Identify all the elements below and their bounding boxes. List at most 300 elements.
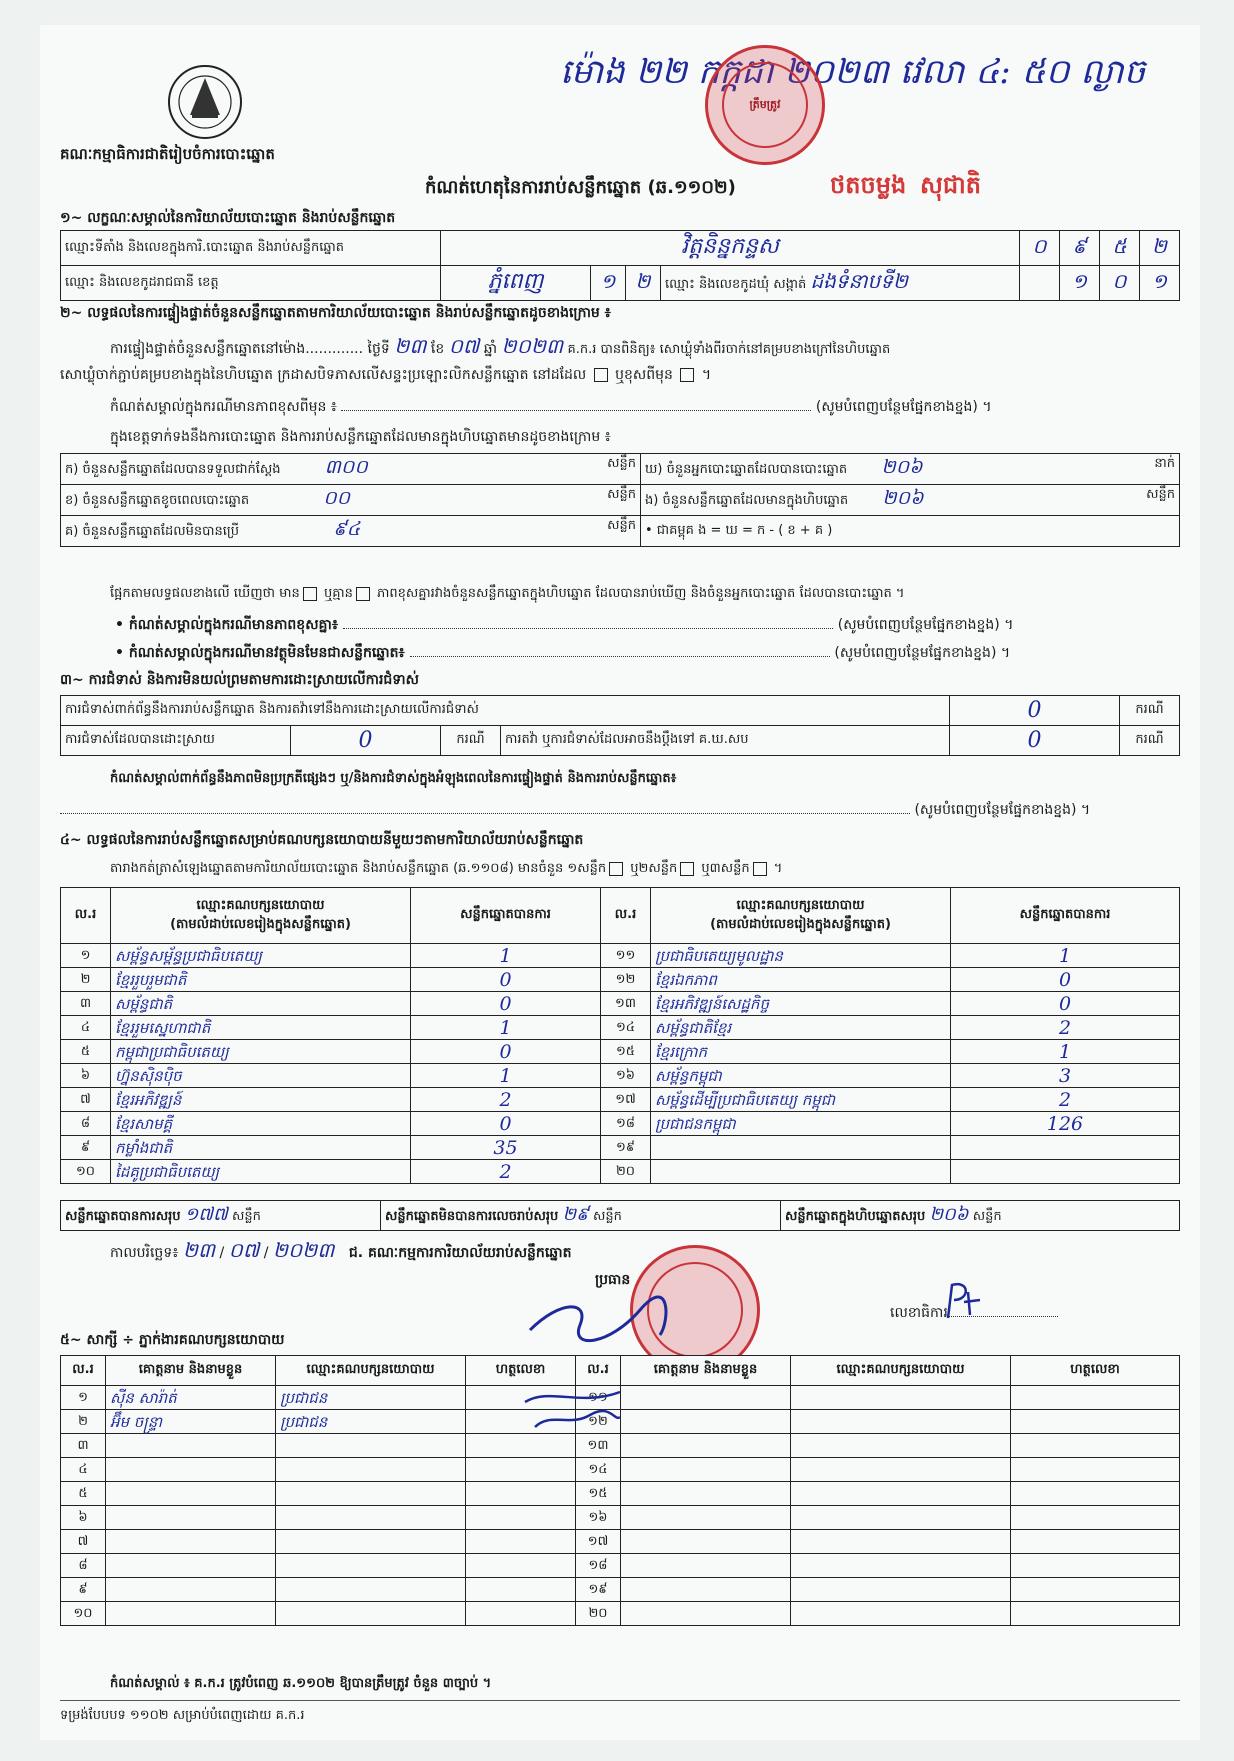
witness-party-right	[791, 1530, 1011, 1554]
results-no-left: ៦	[61, 1064, 111, 1088]
bullet-object-tail: (សូមបំពេញបន្ថែមផ្នែកខាងខ្នង) ។	[834, 645, 1011, 661]
witness-name-left: ស៊ីន សារ៉ាត់	[106, 1386, 276, 1410]
results-party-right: សម្ព័ន្ធកម្ពុជា	[651, 1064, 951, 1088]
diff-note-tail: (សូមបំពេញបន្ថែមផ្នែកខាងខ្នង) ។	[815, 399, 992, 415]
witness-no-right: ១២	[576, 1410, 621, 1434]
witness-sign-right	[1011, 1554, 1180, 1578]
nec-logo	[160, 60, 250, 145]
witness-row	[61, 1506, 1180, 1530]
station-value: វិត្តនិន្នកន្ទស	[441, 231, 1020, 266]
results-votes-left: 0	[411, 1040, 601, 1064]
witness-col-name-right: គោត្តនាម និងនាមខ្លួន	[621, 1356, 791, 1386]
commune-digit-1: ១	[1060, 266, 1100, 301]
verify-line-2: សោឃ្លុំចាក់ភ្ជាប់គម្របខាងក្នុងនៃហិបឆ្នោត ក្រដាសបិទភាសលើសន្ទះប្រឡោះលិកសន្លឹកឆ្នោត នៅដដែល ឬខុសពីមុន ។	[60, 367, 712, 383]
no-diff-checkbox[interactable]	[356, 587, 370, 601]
results-votes-right: 2	[951, 1016, 1180, 1040]
complaint-row1-label: ការជំទាស់ពាក់ព័ន្ធនឹងការរាប់សន្លឹកឆ្នោត និងការតវ៉ាទៅនឹងការដោះស្រាយលើការជំទាស់	[61, 696, 950, 726]
witness-party-right	[791, 1482, 1011, 1506]
total-valid-value: ១៧៧	[184, 1204, 228, 1225]
results-table	[60, 887, 1180, 1184]
received-value: ៣០០	[324, 456, 368, 478]
total-valid-unit: សន្លឹក	[231, 1209, 261, 1224]
witness-sign-right	[1011, 1602, 1180, 1626]
footer-rule	[60, 1700, 1180, 1701]
witness-no-right: ១៨	[576, 1554, 621, 1578]
received-label: ក) ចំនួនសន្លឹកឆ្នោតដែលបានទទួលជាក់ស្តែង	[65, 462, 281, 477]
verify-seal-text: សោឃ្លុំចាក់ភ្ជាប់គម្របខាងក្នុងនៃហិបឆ្នោត ក្រដាសបិទភាសលើសន្ទះប្រឡោះលិកសន្លឹកឆ្នោត នៅដដែល	[60, 367, 587, 383]
province-label: ឈ្មោះ និងលេខកូដរាជធានី ខេត្ត	[61, 266, 441, 301]
witness-no-left: ៤	[61, 1458, 106, 1482]
three-sheet-label: ឬ៣សន្លឹក	[701, 861, 750, 876]
appeal-unit: ករណី	[1120, 726, 1180, 756]
witness-sign-left	[466, 1554, 576, 1578]
resolved-unit: ករណី	[441, 726, 501, 756]
committee-label: ជ. គណៈកម្មការការិយាល័យរាប់សន្លឹកឆ្នោត	[348, 1245, 572, 1261]
witness-no-right: ១៧	[576, 1530, 621, 1554]
voters-unit: នាក់	[1154, 456, 1175, 471]
witness-name-left	[106, 1434, 276, 1458]
unused-row	[61, 516, 641, 547]
results-row	[61, 968, 1180, 992]
bullet-diff-line	[115, 615, 1175, 636]
witness-name-right	[621, 1602, 791, 1626]
results-party-right: ខ្មែរអភិវឌ្ឍន៍សេដ្ឋកិច្ច	[651, 992, 951, 1016]
two-sheet-checkbox[interactable]	[680, 862, 694, 876]
tally-sheet-text: តារាងកត់ត្រាសំឡេងឆ្នោតតាមការិយាល័យបោះឆ្នោត និងរាប់សន្លឹកឆ្នោត (ឆ.១១០៨) មានចំនួន ១សន្លឹក	[110, 861, 607, 876]
witness-row	[61, 1578, 1180, 1602]
witness-name-left	[106, 1482, 276, 1506]
official-stamp-top	[705, 45, 825, 165]
results-votes-right	[951, 1136, 1180, 1160]
total-invalid-unit: សន្លឹក	[592, 1209, 622, 1224]
results-col-votes-right: សន្លឹកឆ្នោតបានការ	[951, 888, 1180, 944]
results-no-left: ៨	[61, 1112, 111, 1136]
results-votes-right: 126	[951, 1112, 1180, 1136]
date-month: ០៧	[228, 1238, 260, 1262]
results-no-right: ១៨	[601, 1112, 651, 1136]
verify-year: ២០២៣	[501, 334, 564, 358]
witness-name-right	[621, 1506, 791, 1530]
irregularity-dots	[60, 813, 910, 814]
witness-no-left: ២	[61, 1410, 106, 1434]
two-sheet-label: ឬ២សន្លឹក	[630, 861, 678, 876]
witness-row	[61, 1434, 1180, 1458]
results-row	[61, 944, 1180, 968]
inbox-value: ២០៦	[882, 487, 924, 509]
formula: • ជាគម្ពុគ ង = ឃ = ក - ( ខ + គ )	[641, 516, 1180, 547]
results-no-right: ១៥	[601, 1040, 651, 1064]
diff-note-line	[110, 397, 1180, 418]
witness-party-right	[791, 1458, 1011, 1482]
witness-no-left: ៩	[61, 1578, 106, 1602]
three-sheet-checkbox[interactable]	[753, 862, 767, 876]
results-row	[61, 992, 1180, 1016]
spoiled-value: ០០	[323, 487, 351, 509]
results-party-left: សម្ព័ន្ធសម្ព័ន្ធប្រជាធិបតេយ្យ	[111, 944, 411, 968]
results-party-right: ខ្មែរក្រោក	[651, 1040, 951, 1064]
witness-party-left	[276, 1434, 466, 1458]
verify-month: ០៧	[448, 334, 480, 358]
received-unit: សន្លឹក	[607, 456, 636, 471]
results-votes-left: 1	[411, 1064, 601, 1088]
witness-sign-right	[1011, 1410, 1180, 1434]
witness-no-left: ៨	[61, 1554, 106, 1578]
count-intro: ក្នុងខេត្តទាក់ទងនឹងការបោះឆ្នោត និងការរាប់សន្លឹកឆ្នោតដែលមានក្នុងហិបឆ្នោតមានដូចខាងក្រោម ៖	[110, 429, 611, 445]
total-box-unit: សន្លឹក	[972, 1209, 1002, 1224]
results-votes-right	[951, 1160, 1180, 1184]
results-party-right: សម្ព័ន្ធដើម្បីប្រជាធិបតេយ្យ កម្ពុជា	[651, 1088, 951, 1112]
commune-cell	[661, 266, 1020, 301]
spoiled-label: ខ) ចំនួនសន្លឹកឆ្នោតខូចពេលបោះឆ្នោត	[65, 493, 250, 508]
bullet-object-label: • កំណត់សម្គាល់ក្នុងករណីមានវត្ថុមិនមែនជាសន្លឹកឆ្នោត៖	[115, 645, 405, 661]
handwritten-time-note: ម៉ោង ២២ កក្កដា ២០២៣ វេលា ៤: ៥០ ល្ងាច	[560, 52, 1146, 92]
inbox-row	[641, 485, 1180, 516]
section1-heading: ១~ លក្ខណៈសម្គាល់នៃការិយាល័យបោះឆ្នោត និងរាប់សន្លឹកឆ្នោត	[60, 210, 396, 226]
results-no-left: ៥	[61, 1040, 111, 1064]
verify-year-label: ឆ្នាំ	[483, 341, 498, 357]
complaint-row1-unit: ករណី	[1120, 696, 1180, 726]
section1-table	[60, 230, 1180, 301]
witness-sign-left	[466, 1434, 576, 1458]
witness-sign-right	[1011, 1578, 1180, 1602]
witness-name-left	[106, 1530, 276, 1554]
witness-name-right	[621, 1554, 791, 1578]
results-party-right: ខ្មែរឯកភាព	[651, 968, 951, 992]
results-col-votes-left: សន្លឹកឆ្នោតបានការ	[411, 888, 601, 944]
witness-sign-right	[1011, 1386, 1180, 1410]
station-digit-3: ៥	[1100, 231, 1140, 266]
commune-label: ឈ្មោះ និងលេខកូដឃុំ សង្កាត់	[665, 277, 807, 292]
results-party-left: ដៃគូប្រជាធិបតេយ្យ	[111, 1160, 411, 1184]
results-votes-left: 2	[411, 1088, 601, 1112]
verify-line-1	[110, 333, 1180, 363]
form-title: កំណត់ហេតុនៃការរាប់សន្លឹកឆ្នោត (ឆ.១១០២)	[425, 177, 736, 198]
witness-col-name-left: គោត្តនាម និងនាមខ្លួន	[106, 1356, 276, 1386]
different-checkbox[interactable]	[680, 368, 694, 382]
results-no-right: ១៩	[601, 1136, 651, 1160]
witness-name-right	[621, 1434, 791, 1458]
tally-sheet-line: តារាងកត់ត្រាសំឡេងឆ្នោតតាមការិយាល័យបោះឆ្នោត និងរាប់សន្លឹកឆ្នោត (ឆ.១១០៨) មានចំនួន ១សន្លឹក ឬ២សន្លឹក ឬ៣សន្លឹក ។	[110, 861, 783, 876]
witness-name-left	[106, 1554, 276, 1578]
results-party-left: ខ្មែររួមស្នេហាជាតិ	[111, 1016, 411, 1040]
results-votes-right: 1	[951, 944, 1180, 968]
results-no-left: ២	[61, 968, 111, 992]
commune-value: ដងទំនាបទី២	[810, 269, 909, 293]
results-votes-left: 1	[411, 1016, 601, 1040]
total-invalid-cell	[381, 1201, 781, 1231]
section4-heading: ៤~ លទ្ធផលនៃការរាប់សន្លឹកឆ្នោតសម្រាប់គណបក្សនយោបាយនីមួយៗតាមការិយាល័យរាប់សន្លឹកឆ្នោត	[60, 832, 584, 848]
section2-heading: ២~ លទ្ធផលនៃការផ្ទៀងផ្ទាត់ចំនួនសន្លឹកឆ្នោតតាមការិយាល័យបោះឆ្នោត និងរាប់សន្លឹកឆ្នោតដូចខាងក្រោម ៖	[60, 305, 611, 321]
province-digit-2: ២	[626, 266, 661, 301]
results-no-left: ៤	[61, 1016, 111, 1040]
witness-sign-right	[1011, 1434, 1180, 1458]
irregularity-note: កំណត់សម្គាល់ពាក់ព័ន្ធនឹងភាពមិនប្រក្រតីផ្សេងៗ ឬ/និងការជំទាស់ក្នុងអំឡុងពេលនៃការផ្ទៀងផ្ទាត់ និងការរាប់សន្លឹកឆ្នោត៖	[110, 771, 677, 786]
appeal-value: 0	[950, 726, 1120, 756]
results-party-left: ខ្មែររួបរួមជាតិ	[111, 968, 411, 992]
results-party-left: សម្ព័ន្ធជាតិ	[111, 992, 411, 1016]
footnote: កំណត់សម្គាល់ ៖ គ.ក.រ ត្រូវបំពេញ ឆ.១១០២ ឱ្យបានត្រឹមត្រូវ ចំនួន ៣ច្បាប់ ។	[110, 1676, 492, 1691]
witness-party-left	[276, 1482, 466, 1506]
different-label: ឬខុសពីមុន	[615, 367, 673, 383]
voters-row	[641, 454, 1180, 485]
witness-party-left	[276, 1506, 466, 1530]
results-party-left: កម្ពុជាប្រជាធិបតេយ្យ	[111, 1040, 411, 1064]
witness-row	[61, 1554, 1180, 1578]
stamp-top-text: ត្រឹមត្រូវ	[749, 98, 781, 111]
results-col-party-left	[111, 888, 411, 944]
footer-text: ទម្រង់បែបបទ ១១០២ សម្រាប់បំពេញដោយ គ.ក.រ	[60, 1708, 305, 1723]
witness-no-right: ១៤	[576, 1458, 621, 1482]
total-valid-cell	[61, 1201, 381, 1231]
results-party-right: ប្រជាជនកម្ពុជា	[651, 1112, 951, 1136]
date-day: ២៣	[182, 1238, 216, 1262]
witness-party-right	[791, 1506, 1011, 1530]
commune-digit-3: ១	[1140, 266, 1180, 301]
witness-no-left: ៦	[61, 1506, 106, 1530]
bullet-diff-tail: (សូមបំពេញបន្ថែមផ្នែកខាងខ្នង) ។	[837, 617, 1014, 633]
results-col-party-right-sub: (តាមលំដាប់លេខរៀងក្នុងសន្លឹកឆ្នោត)	[710, 916, 891, 932]
results-row	[61, 1040, 1180, 1064]
total-invalid-value: ២៩	[562, 1204, 589, 1225]
witness-name-left	[106, 1578, 276, 1602]
witness-sign-left	[466, 1602, 576, 1626]
results-col-party-right-title: ឈ្មោះគណបក្សនយោបាយ	[736, 897, 865, 913]
irregularity-dots-line	[60, 800, 1180, 821]
unused-label: គ) ចំនួនសន្លឹកឆ្នោតដែលមិនបានប្រើ	[65, 524, 239, 539]
results-votes-right: 1	[951, 1040, 1180, 1064]
witness-no-right: ១៣	[576, 1434, 621, 1458]
witness-name-right	[621, 1386, 791, 1410]
results-votes-right: 0	[951, 992, 1180, 1016]
diff-note-label: កំណត់សម្គាល់ក្នុងករណីមានភាពខុសពីមុន ៖	[110, 399, 337, 415]
results-votes-left: 1	[411, 944, 601, 968]
voters-label: ឃ) ចំនួនអ្នកបោះឆ្នោតដែលបានបោះឆ្នោត	[645, 462, 848, 477]
station-label: ឈ្មោះទីតាំង និងលេខក្នុងការិ.បោះឆ្នោត និងរាប់សន្លឹកឆ្នោត	[61, 231, 441, 266]
results-row	[61, 1160, 1180, 1184]
total-valid-label: សន្លឹកឆ្នោតបានការសរុប	[65, 1209, 181, 1224]
results-votes-right: 0	[951, 968, 1180, 992]
date-label: កាលបរិច្ឆេទ៖	[110, 1245, 179, 1261]
results-col-no-right: ល.រ	[601, 888, 651, 944]
verify-time-label: ការផ្ទៀងផ្ទាត់ចំនួនសន្លឹកឆ្នោតនៅម៉ោង............. ថ្ងៃទី	[110, 341, 390, 357]
results-votes-right: 3	[951, 1064, 1180, 1088]
section5-heading: ៥~ សាក្សី ÷ ភ្នាក់ងារគណបក្សនយោបាយ	[60, 1332, 285, 1348]
witness-sign-left	[466, 1506, 576, 1530]
results-no-right: ១៤	[601, 1016, 651, 1040]
results-no-left: ១០	[61, 1160, 111, 1184]
results-row	[61, 1136, 1180, 1160]
received-row	[61, 454, 641, 485]
commune-digit-2: ០	[1100, 266, 1140, 301]
results-no-right: ១២	[601, 968, 651, 992]
witness-name-right	[621, 1578, 791, 1602]
spoiled-unit: សន្លឹក	[607, 487, 636, 502]
resolved-label: ការជំទាស់ដែលបានដោះស្រាយ	[61, 726, 291, 756]
results-party-right	[651, 1160, 951, 1184]
section3-heading: ៣~ ការជំទាស់ និងការមិនយល់ព្រមតាមការដោះស្រាយលើការជំទាស់	[60, 672, 419, 688]
witness-name-left: អ៊ឹម ចន្ទ្រា	[106, 1410, 276, 1434]
results-no-right: ១៦	[601, 1064, 651, 1088]
results-party-left: ខ្មែរសាមគ្គី	[111, 1112, 411, 1136]
diff-check-line	[110, 585, 905, 604]
witness-name-left	[106, 1506, 276, 1530]
witness-sign-left	[466, 1578, 576, 1602]
results-votes-left: 0	[411, 992, 601, 1016]
results-party-left: កម្លាំងជាតិ	[111, 1136, 411, 1160]
witness-sign-right	[1011, 1482, 1180, 1506]
has-diff-checkbox[interactable]	[303, 587, 317, 601]
results-col-no-left: ល.រ	[61, 888, 111, 944]
witness-row	[61, 1602, 1180, 1626]
witness-no-left: ១០	[61, 1602, 106, 1626]
witness-row	[61, 1458, 1180, 1482]
witness-name-right	[621, 1458, 791, 1482]
witness-no-right: ១១	[576, 1386, 621, 1410]
results-row	[61, 1064, 1180, 1088]
witness-party-right	[791, 1410, 1011, 1434]
copy-label: ថតចម្លង	[830, 171, 907, 199]
unused-value: ៩៤	[333, 518, 361, 540]
results-party-left: ខ្មែរអភិវឌ្ឍន៍	[111, 1088, 411, 1112]
results-no-right: ១៧	[601, 1088, 651, 1112]
witness-row	[61, 1530, 1180, 1554]
witness-party-left	[276, 1578, 466, 1602]
witness-party-left: ប្រជាជន	[276, 1386, 466, 1410]
witness-name-right	[621, 1410, 791, 1434]
witness-name-right	[621, 1482, 791, 1506]
witness-no-right: ១៦	[576, 1506, 621, 1530]
province-digit-1: ១	[591, 266, 626, 301]
station-digit-1: ០	[1020, 231, 1060, 266]
bullet-diff-dots	[343, 628, 833, 629]
voters-value: ២០៦	[881, 456, 923, 478]
witness-party-right	[791, 1434, 1011, 1458]
same-checkbox[interactable]	[594, 368, 608, 382]
witness-sign-left	[466, 1482, 576, 1506]
witness-col-no-left: ល.រ	[61, 1356, 106, 1386]
station-digit-4: ២	[1140, 231, 1180, 266]
witness-name-right	[621, 1530, 791, 1554]
no-diff-label: ឬគ្មាន	[323, 586, 353, 601]
witness-col-party-right: ឈ្មោះគណបក្សនយោបាយ	[791, 1356, 1011, 1386]
secretary-label: លេខាធិការ	[890, 1305, 948, 1321]
witness-party-left	[276, 1554, 466, 1578]
witness-sign-left	[466, 1530, 576, 1554]
secretary-signature	[940, 1280, 990, 1320]
results-col-party-left-sub: (តាមលំដាប់លេខរៀងក្នុងសន្លឹកឆ្នោត)	[170, 916, 351, 932]
results-no-left: ១	[61, 944, 111, 968]
irregularity-tail: (សូមបំពេញបន្ថែមផ្នែកខាងខ្នង) ។	[914, 802, 1091, 818]
witness-name-left	[106, 1602, 276, 1626]
totals-table	[60, 1200, 1180, 1231]
results-row	[61, 1088, 1180, 1112]
results-votes-left: 0	[411, 1112, 601, 1136]
total-box-cell	[781, 1201, 1180, 1231]
bullet-object-line	[115, 643, 1175, 664]
witness-party-right	[791, 1602, 1011, 1626]
results-votes-right: 2	[951, 1088, 1180, 1112]
witness-no-right: ១៩	[576, 1578, 621, 1602]
bullet-diff-label: • កំណត់សម្គាល់ក្នុងករណីមានភាពខុសគ្នា៖	[115, 617, 339, 633]
witness-no-left: ១	[61, 1386, 106, 1410]
chair-label: ប្រធាន	[595, 1272, 631, 1288]
witness-sign-left	[466, 1458, 576, 1482]
verify-check-text: គ.ក.រ បានពិនិត្យ៖ សោឃ្លុំទាំងពីរចាក់នៅគម្របខាងក្រៅនៃហិបឆ្នោត	[567, 342, 891, 357]
witness-sign-right	[1011, 1458, 1180, 1482]
witness-no-right: ២០	[576, 1602, 621, 1626]
resolved-value: 0	[291, 726, 441, 756]
complaint-table	[60, 695, 1180, 756]
witness-party-right	[791, 1578, 1011, 1602]
one-sheet-checkbox[interactable]	[609, 862, 623, 876]
has-diff-label: ផ្អែកតាមលទ្ធផលខាងលើ ឃើញថា មាន	[110, 586, 300, 601]
inbox-unit: សន្លឹក	[1146, 487, 1175, 502]
total-box-value: ២០៦	[929, 1204, 969, 1225]
witness-no-right: ១៥	[576, 1482, 621, 1506]
witness-col-sign-right: ហត្ថលេខា	[1011, 1356, 1180, 1386]
witness-col-party-left: ឈ្មោះគណបក្សនយោបាយ	[276, 1356, 466, 1386]
copy-status: សុជាតិ	[920, 171, 981, 199]
witness-party-left: ប្រជាជន	[276, 1410, 466, 1434]
results-row	[61, 1112, 1180, 1136]
spoiled-row	[61, 485, 641, 516]
diff-note-dots	[341, 410, 811, 411]
total-invalid-label: សន្លឹកឆ្នោតមិនបានការលេចរាប់សរុប	[385, 1209, 559, 1224]
org-name: គណៈកម្មាធិការជាតិរៀបចំការបោះឆ្នោត	[60, 145, 275, 163]
unused-unit: សន្លឹក	[607, 518, 636, 533]
witness-sign-right	[1011, 1506, 1180, 1530]
results-party-left: ហ្វ៊ុនស៊ិនប៉ិច	[111, 1064, 411, 1088]
form-sheet	[40, 25, 1200, 1740]
bullet-object-dots	[410, 656, 830, 657]
results-votes-left: 35	[411, 1136, 601, 1160]
witness-party-left	[276, 1602, 466, 1626]
appeal-label: ការតវ៉ា ឬការជំទាស់ដែលអាចនឹងប្ដឹងទៅ គ.ឃ.សប	[501, 726, 950, 756]
complaint-row1-value: 0	[950, 696, 1120, 726]
results-no-right: ២០	[601, 1160, 651, 1184]
witness-col-sign-left: ហត្ថលេខា	[466, 1356, 576, 1386]
results-party-right: សម្ព័ន្ធជាតិខ្មែរ	[651, 1016, 951, 1040]
witness-col-no-right: ល.រ	[576, 1356, 621, 1386]
witness-party-right	[791, 1554, 1011, 1578]
verify-month-label: ខែ	[430, 341, 445, 357]
witness-row	[61, 1482, 1180, 1506]
results-no-right: ១៣	[601, 992, 651, 1016]
witness-no-left: ៧	[61, 1530, 106, 1554]
witness-party-right	[791, 1386, 1011, 1410]
witness-sign-right	[1011, 1530, 1180, 1554]
witness-no-left: ៣	[61, 1434, 106, 1458]
diff-check-text: ភាពខុសគ្នារវាងចំនួនសន្លឹកឆ្នោតក្នុងហិបឆ្នោត ដែលបានរាប់ឃើញ និងចំនួនអ្នកបោះឆ្នោត ដែលបានបោះឆ្នោត ។	[376, 586, 905, 601]
inbox-label: ង) ចំនួនសន្លឹកឆ្នោតដែលមានក្នុងហិបឆ្នោត	[645, 493, 849, 508]
results-col-party-right	[651, 888, 951, 944]
results-party-right: ប្រជាធិបតេយ្យមូលដ្ឋាន	[651, 944, 951, 968]
results-no-left: ៩	[61, 1136, 111, 1160]
results-votes-left: 0	[411, 968, 601, 992]
province-value: ភ្នំពេញ	[441, 266, 591, 301]
count-table	[60, 453, 1180, 547]
results-votes-left: 2	[411, 1160, 601, 1184]
results-row	[61, 1016, 1180, 1040]
results-no-left: ៣	[61, 992, 111, 1016]
results-no-left: ៧	[61, 1088, 111, 1112]
witness-party-left	[276, 1530, 466, 1554]
results-party-right	[651, 1136, 951, 1160]
witness-name-left	[106, 1458, 276, 1482]
results-col-party-left-title: ឈ្មោះគណបក្សនយោបាយ	[196, 897, 325, 913]
date-year: ២០២៣	[272, 1238, 335, 1262]
date-line: កាលបរិច្ឆេទ៖ ២៣ / ០៧ / ២០២៣ ជ. គណៈកម្មការការិយាល័យរាប់សន្លឹកឆ្នោត	[110, 1238, 572, 1262]
